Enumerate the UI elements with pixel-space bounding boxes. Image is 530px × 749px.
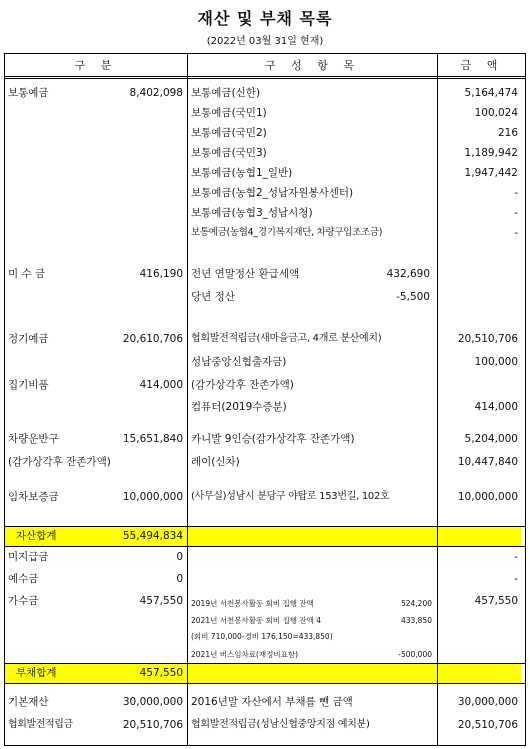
- item-amount: 100,000: [474, 356, 518, 368]
- item-name: (회비 710,000-경비 176,150=433,850): [191, 632, 333, 641]
- category-total: 8,402,098: [129, 87, 183, 99]
- liability-total-label: 부채합계: [16, 667, 57, 679]
- item-amount: 100,024: [474, 107, 518, 119]
- category-total: 15,651,840: [122, 433, 183, 445]
- item-name: 2021년 버스임차료(재정비표함): [191, 650, 299, 659]
- asset-total-label: 자산합계: [16, 530, 57, 542]
- header-composition: 구 성 항 목: [265, 59, 360, 72]
- item-amount: 216: [497, 127, 518, 139]
- category-total: 30,000,000: [122, 696, 183, 708]
- category-label: 가수금: [8, 595, 39, 607]
- category-label: 미지급금: [8, 551, 49, 563]
- item-amount: 457,550: [474, 595, 518, 607]
- item-amount: 1,189,942: [464, 147, 518, 159]
- item-name: 컴퓨터(2019수증분): [191, 401, 287, 413]
- item-name: 카니발 9인승(감가상각후 잔존가액): [191, 433, 355, 445]
- category-label: 집기비품: [8, 379, 49, 391]
- item-name: 2019년 서천봉사활동 회비 집행 잔액: [191, 599, 314, 608]
- category-label: 임차보증금: [8, 491, 59, 503]
- item-name: 2016년말 자산에서 부채를 뺀 금액: [191, 696, 353, 708]
- item-name: 보통예금(농협1_일반): [191, 167, 293, 179]
- category-total: 20,510,706: [122, 719, 183, 731]
- category-label: 예수금: [8, 573, 39, 585]
- category-total: 0: [176, 573, 183, 585]
- asset-total-value: 55,494,834: [122, 530, 183, 542]
- category-sublabel: (감가상각후 잔존가액): [8, 456, 111, 468]
- page-title: 재산 및 부채 목록: [197, 9, 333, 28]
- item-amount: -: [514, 227, 518, 239]
- item-amount: 30,000,000: [457, 696, 518, 708]
- row-divider: [4, 663, 526, 664]
- item-amount: 414,000: [474, 401, 518, 413]
- category-label: 기본재산: [8, 696, 49, 708]
- item-name: 보통예금(국민2): [191, 127, 267, 139]
- item-amount: 20,510,706: [457, 333, 518, 345]
- item-name: 보통예금(국민1): [191, 107, 267, 119]
- row-divider: [4, 683, 526, 684]
- item-amount: -: [514, 573, 518, 585]
- item-amount: -: [514, 207, 518, 219]
- item-name: (사무실)성남시 분당구 야탑로 153번길, 102호: [191, 491, 390, 502]
- category-total: 20,610,706: [122, 333, 183, 345]
- item-name: 보통예금(농협2_성남자원봉사센터): [191, 187, 354, 199]
- item-name: 당년 정산: [191, 291, 235, 303]
- header-category: 구 분: [74, 59, 118, 72]
- item-name: 보통예금(신한): [191, 87, 261, 99]
- item-sub-amount: -5,500: [396, 291, 430, 303]
- liability-total-value: 457,550: [139, 667, 183, 679]
- item-name: 협회발전적립금(새마을금고, 4개로 분산예치): [191, 333, 382, 344]
- item-name: (감가상각후 잔존가액): [191, 379, 294, 391]
- category-total: 457,550: [139, 595, 183, 607]
- item-name: 성남중앙신협출자금): [191, 356, 287, 368]
- category-total: 416,190: [139, 268, 183, 280]
- category-total: 0: [176, 551, 183, 563]
- row-divider: [4, 546, 526, 547]
- item-amount: 1,947,442: [464, 167, 518, 179]
- item-sub-amount: 524,200: [400, 599, 432, 608]
- item-amount: 10,000,000: [457, 491, 518, 503]
- category-label: 미 수 금: [8, 268, 46, 280]
- category-total: 414,000: [139, 379, 183, 391]
- column-divider-2: [437, 53, 438, 746]
- item-sub-amount: 432,690: [386, 268, 430, 280]
- item-name: 2021년 서천봉사활동 회비 집행 잔액 4: [191, 616, 321, 625]
- item-name: 보통예금(농협4_경기복지재단, 차량구입조조금): [191, 227, 383, 238]
- category-total: 10,000,000: [122, 491, 183, 503]
- item-amount: 5,164,474: [464, 87, 518, 99]
- category-label: 정기예금: [8, 333, 49, 345]
- item-amount: 20,510,706: [457, 719, 518, 731]
- item-name: 협회발전적립금(성남신협중앙지점 예치분): [191, 719, 370, 730]
- item-name: 전년 연말정산 환급세액: [191, 268, 300, 280]
- category-label: 협회발전적립금: [8, 719, 73, 730]
- header-divider: [4, 76, 526, 79]
- category-label: 차량운반구: [8, 433, 59, 445]
- item-name: 레이(신차): [191, 456, 240, 468]
- row-divider: [4, 526, 526, 527]
- item-name: 보통예금(국민3): [191, 147, 267, 159]
- item-amount: -: [514, 551, 518, 563]
- item-sub-amount: -500,000: [398, 650, 432, 659]
- header-amount: 금 액: [460, 59, 504, 72]
- item-name: 보통예금(농협3_성남시청): [191, 207, 313, 219]
- column-divider-1: [187, 53, 188, 746]
- item-amount: -: [514, 187, 518, 199]
- category-label: 보통예금: [8, 87, 49, 99]
- item-amount: 10,447,840: [457, 456, 518, 468]
- item-sub-amount: 433,850: [400, 616, 432, 625]
- page-subtitle: (2022년 03월 31일 현재): [206, 36, 324, 47]
- item-amount: 5,204,000: [464, 433, 518, 445]
